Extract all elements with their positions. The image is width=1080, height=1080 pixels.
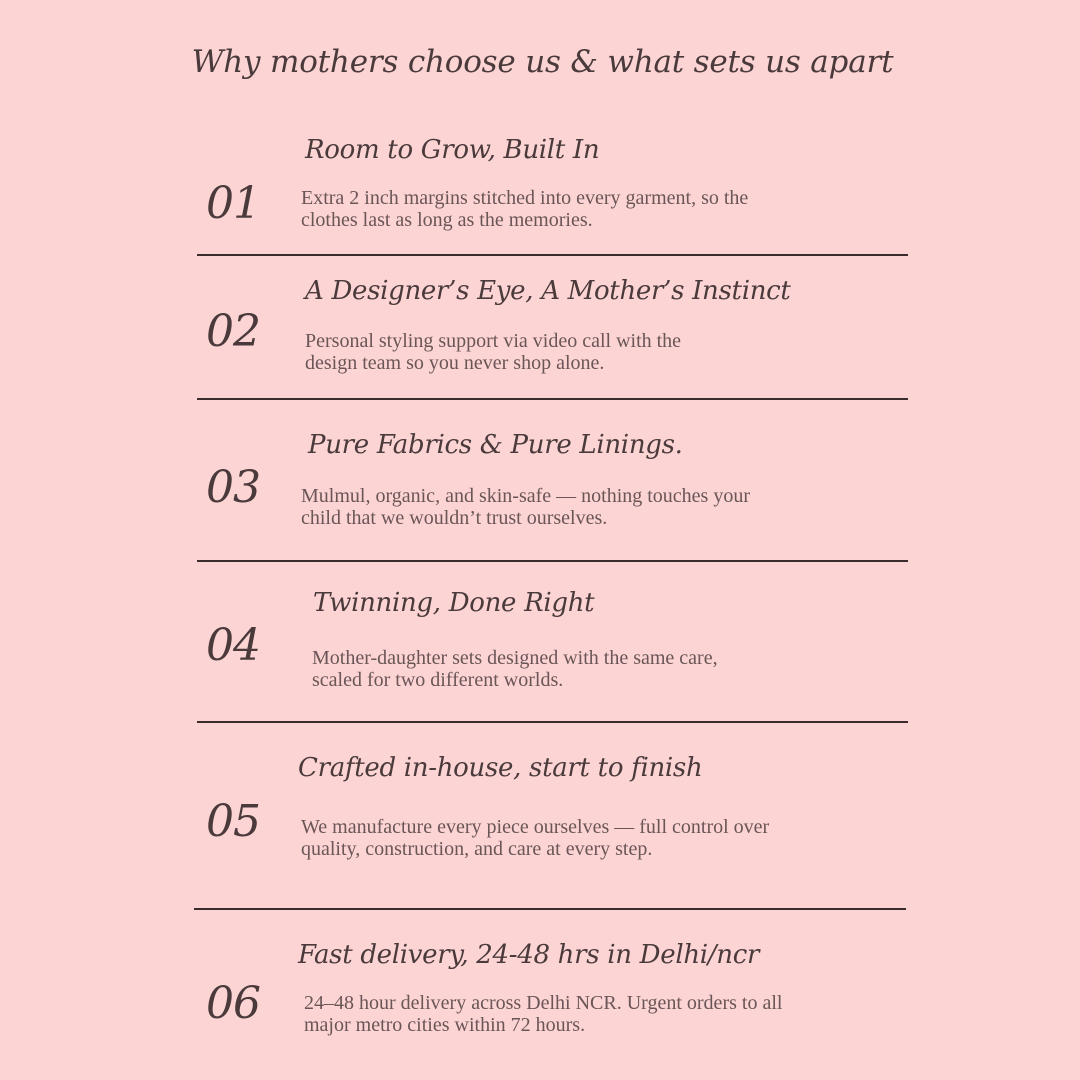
feature-number: 02 [206, 306, 260, 357]
feature-description: We manufacture every piece ourselves — full control over quality, construction, and care at every step. [301, 816, 770, 860]
feature-heading: Fast delivery, 24-48 hrs in Delhi/ncr [298, 940, 760, 970]
feature-number: 06 [206, 978, 260, 1029]
page-title: Why mothers choose us & what sets us apart [191, 44, 894, 80]
feature-number: 04 [206, 620, 260, 671]
feature-description: Mulmul, organic, and skin-safe — nothing touches your child that we wouldn’t trust ourselves. [301, 485, 751, 529]
feature-heading: Pure Fabrics & Pure Linings. [308, 430, 683, 460]
feature-number: 03 [206, 462, 260, 513]
feature-description: 24–48 hour delivery across Delhi NCR. Urgent orders to all major metro cities within 72 hours. [304, 992, 783, 1036]
feature-heading: Twinning, Done Right [313, 588, 595, 618]
feature-number: 01 [206, 178, 260, 229]
feature-description: Mother-daughter sets designed with the same care, scaled for two different worlds. [312, 647, 718, 691]
feature-heading: A Designer’s Eye, A Mother’s Instinct [305, 276, 791, 306]
feature-heading: Crafted in-house, start to finish [298, 753, 703, 783]
divider [197, 721, 908, 723]
feature-description: Extra 2 inch margins stitched into every garment, so the clothes last as long as the memories. [301, 187, 749, 231]
divider [197, 254, 908, 256]
divider [194, 908, 906, 910]
feature-description: Personal styling support via video call with the design team so you never shop alone. [305, 330, 682, 374]
feature-number: 05 [206, 796, 260, 847]
divider [197, 398, 908, 400]
divider [197, 560, 908, 562]
feature-heading: Room to Grow, Built In [305, 135, 600, 165]
